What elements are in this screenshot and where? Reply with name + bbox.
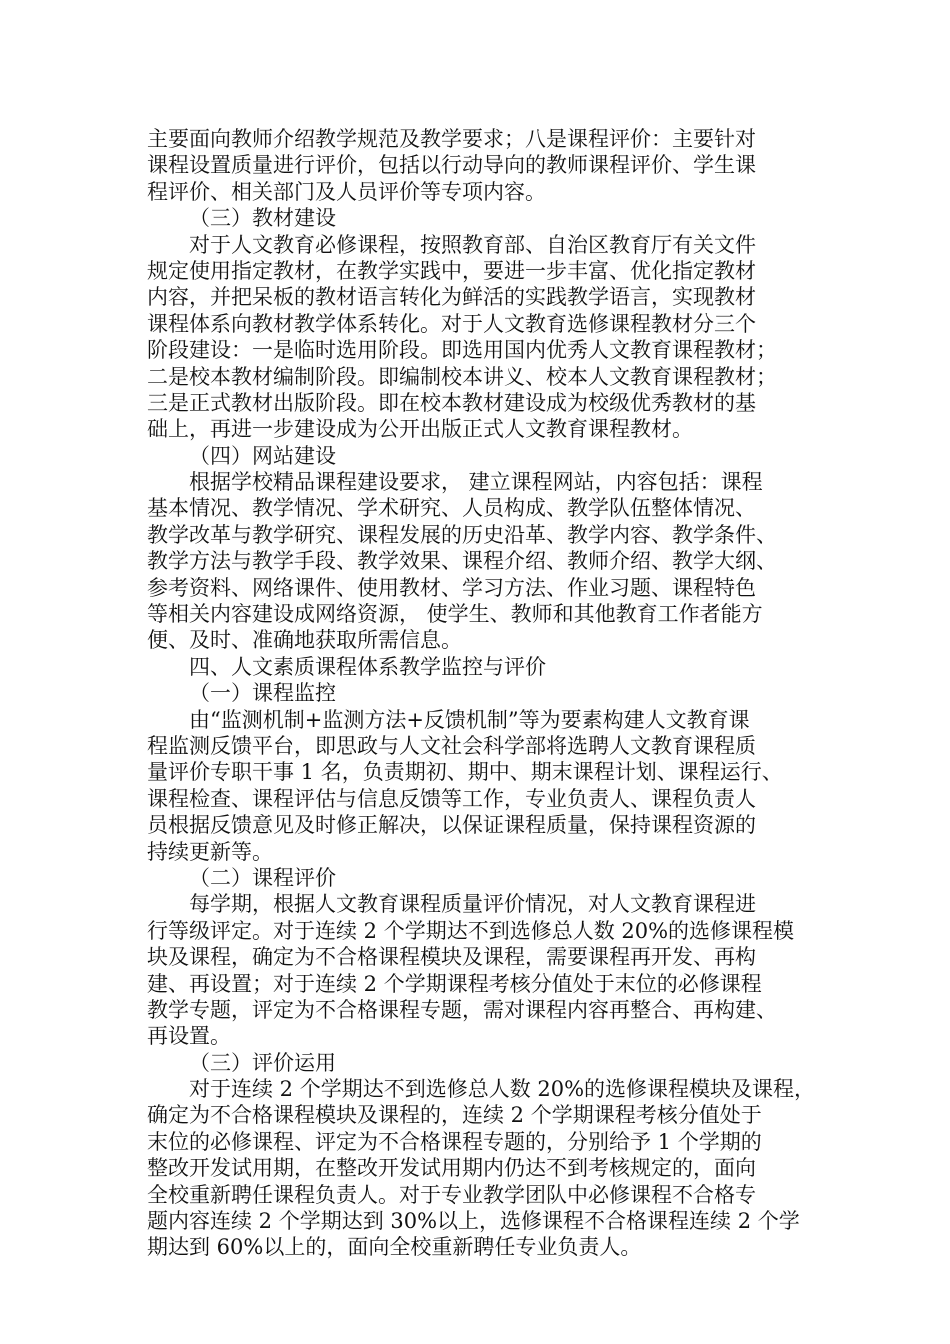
text-line: 四、人文素质课程体系教学监控与评价 [189, 654, 546, 679]
text-line: 全校重新聘任课程负责人。对于专业教学团队中必修课程不合格专 [147, 1182, 756, 1207]
text-line: 课程检查、课程评估与信息反馈等工作，专业负责人、课程负责人 [147, 786, 756, 811]
text-line: 内容，并把呆板的教材语言转化为鲜活的实践教学语言，实现教材 [147, 285, 756, 310]
text-line: 二是校本教材编制阶段。即编制校本讲义、校本人文教育课程教材； [147, 364, 777, 389]
text-line: 块及课程，确定为不合格课程模块及课程，需要课程再开发、再构 [147, 945, 756, 970]
text-line: 题内容连续 2 个学期达到 30%以上，选修课程不合格课程连续 2 个学 [147, 1209, 800, 1234]
text-line: 建、再设置；对于连续 2 个学期课程考核分值处于末位的必修课程 [147, 971, 762, 996]
text-line: 每学期，根据人文教育课程质量评价情况，对人文教育课程进 [189, 892, 756, 917]
text-line: 由“监测机制+监测方法+反馈机制”等为要素构建人文教育课 [189, 707, 750, 732]
text-line: 础上，再进一步建设成为公开出版正式人文教育课程教材。 [147, 417, 693, 442]
text-line: 确定为不合格课程模块及课程的，连续 2 个学期课程考核分值处于 [147, 1103, 762, 1128]
text-line: 课程体系向教材教学体系转化。对于人文教育选修课程教材分三个 [147, 311, 756, 336]
text-line: 三是正式教材出版阶段。即在校本教材建设成为校级优秀教材的基 [147, 390, 756, 415]
text-line: 末位的必修课程、评定为不合格课程专题的，分别给予 1 个学期的 [147, 1129, 762, 1154]
text-line: 程评价、相关部门及人员评价等专项内容。 [147, 179, 546, 204]
text-line: 等相关内容建设成网络资源， 使学生、教师和其他教育工作者能方 [147, 602, 763, 627]
text-line: 基本情况、教学情况、学术研究、人员构成、教学队伍整体情况、 [147, 496, 756, 521]
text-line: 便、及时、准确地获取所需信息。 [147, 628, 462, 653]
text-line: 主要面向教师介绍教学规范及教学要求；八是课程评价：主要针对 [147, 127, 756, 151]
text-line: 再设置。 [147, 1024, 231, 1049]
text-line: 员根据反馈意见及时修正解决，以保证课程质量，保持课程资源的 [147, 813, 756, 838]
text-line: 期达到 60%以上的，面向全校重新聘任专业负责人。 [147, 1235, 642, 1260]
text-line: 教学方法与教学手段、教学效果、课程介绍、教师介绍、教学大纲、 [147, 549, 777, 574]
text-line: 整改开发试用期，在整改开发试用期内仍达不到考核规定的，面向 [147, 1156, 756, 1181]
text-line: （二）课程评价 [189, 865, 336, 890]
text-line: （三）教材建设 [189, 206, 336, 231]
text-line: 量评价专职干事 1 名，负责期初、期中、期末课程计划、课程运行、 [147, 760, 783, 785]
text-line: （四）网站建设 [189, 443, 336, 468]
document-body [147, 126, 827, 1261]
text-line: 行等级评定。对于连续 2 个学期达不到选修总人数 20%的选修课程模 [147, 918, 795, 943]
text-line: 持续更新等。 [147, 839, 273, 864]
text-line: 根据学校精品课程建设要求， 建立课程网站，内容包括：课程 [189, 470, 763, 495]
text-line: 阶段建设：一是临时选用阶段。即选用国内优秀人文教育课程教材； [147, 338, 777, 363]
text-line: 规定使用指定教材，在教学实践中，要进一步丰富、优化指定教材 [147, 258, 756, 283]
text-line: 课程设置质量进行评价，包括以行动导向的教师课程评价、学生课 [147, 153, 756, 178]
text-line: 教学改革与教学研究、课程发展的历史沿革、教学内容、教学条件、 [147, 522, 777, 547]
text-line: 程监测反馈平台，即思政与人文社会科学部将选聘人文教育课程质 [147, 733, 756, 758]
text-line: （三）评价运用 [189, 1050, 336, 1075]
text-line: 教学专题，评定为不合格课程专题，需对课程内容再整合、再构建、 [147, 997, 777, 1022]
text-line: 对于连续 2 个学期达不到选修总人数 20%的选修课程模块及课程， [189, 1077, 816, 1102]
text-line: （一）课程监控 [189, 681, 336, 706]
text-line: 参考资料、网络课件、使用教材、学习方法、作业习题、课程特色 [147, 575, 756, 600]
text-line: 对于人文教育必修课程，按照教育部、自治区教育厅有关文件 [189, 232, 756, 257]
